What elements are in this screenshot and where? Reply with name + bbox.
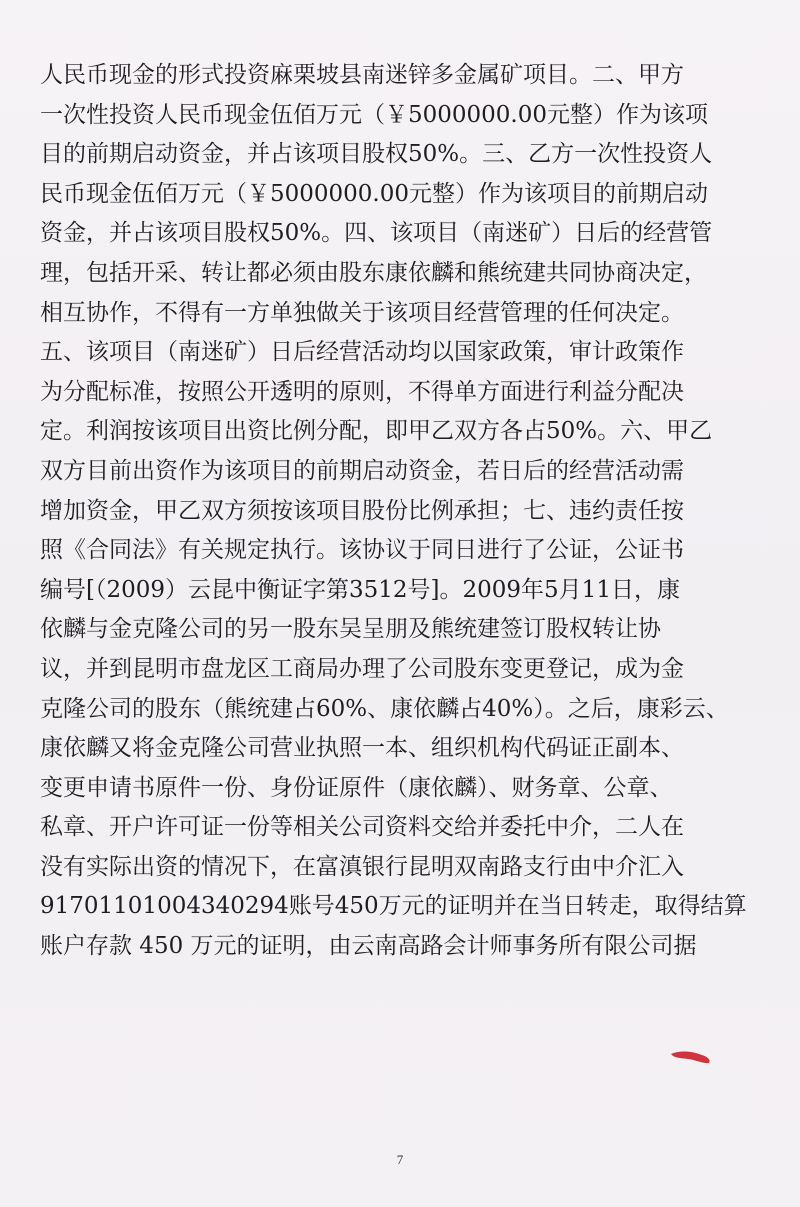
text-line: 民币现金伍佰万元（￥5000000.00元整）作为该项目的前期启动 — [40, 180, 709, 207]
text-line: 照《合同法》有关规定执行。该协议于同日进行了公证，公证书 — [40, 537, 684, 564]
text-line: 依麟与金克隆公司的另一股东吴呈朋及熊统建签订股权转让协 — [40, 616, 661, 643]
text-line: 账户存款 450 万元的证明，由云南高路会计师事务所有限公司据 — [40, 933, 697, 960]
text-line: 康依麟又将金克隆公司营业执照一本、组织机构代码证正副本、 — [40, 735, 684, 762]
text-line: 私章、开户许可证一份等相关公司资料交给并委托中介，二人在 — [40, 814, 684, 841]
text-line: 目的前期启动资金，并占该项目股权50%。三、乙方一次性投资人 — [40, 141, 713, 168]
text-line: 一次性投资人民币现金伍佰万元（￥5000000.00元整）作为该项 — [40, 101, 709, 128]
text-line: 变更申请书原件一份、身份证原件（康依麟）、财务章、公章、 — [40, 774, 673, 801]
text-line: 编号[（2009）云昆中衡证字第3512号]。2009年5月11日，康 — [40, 576, 680, 603]
text-line: 91701101004340294账号450万元的证明并在当日转走，取得结算 — [40, 893, 747, 920]
body-text — [40, 56, 760, 967]
text-line: 议，并到昆明市盘龙区工商局办理了公司股东变更登记，成为金 — [40, 655, 684, 682]
text-line: 人民币现金的形式投资麻栗坡县南迷锌多金属矿项目。二、甲方 — [40, 62, 684, 88]
text-line: 理，包括开采、转让都必须由股东康依麟和熊统建共同协商决定， — [40, 259, 707, 286]
text-line: 克隆公司的股东（熊统建占60%、康依麟占40%）。之后，康彩云、 — [40, 695, 729, 722]
text-line: 双方目前出资作为该项目的前期启动资金，若日后的经营活动需 — [40, 457, 684, 484]
text-line: 相互协作，不得有一方单独做关于该项目经营管理的任何决定。 — [40, 299, 684, 326]
text-line: 资金，并占该项目股权50%。四、该项目（南迷矿）日后的经营管 — [40, 220, 713, 247]
text-line: 没有实际出资的情况下，在富滇银行昆明双南路支行由中介汇入 — [40, 853, 684, 880]
text-line: 为分配标准，按照公开透明的原则，不得单方面进行利益分配决 — [40, 378, 684, 405]
red-ink-mark — [668, 1048, 714, 1066]
text-line: 五、该项目（南迷矿）日后经营活动均以国家政策，审计政策作 — [40, 339, 684, 366]
text-line: 定。利润按该项目出资比例分配，即甲乙双方各占50%。六、甲乙 — [40, 418, 713, 445]
text-line: 增加资金，甲乙双方须按该项目股份比例承担；七、违约责任按 — [40, 497, 684, 524]
page-number: 7 — [396, 1152, 404, 1167]
